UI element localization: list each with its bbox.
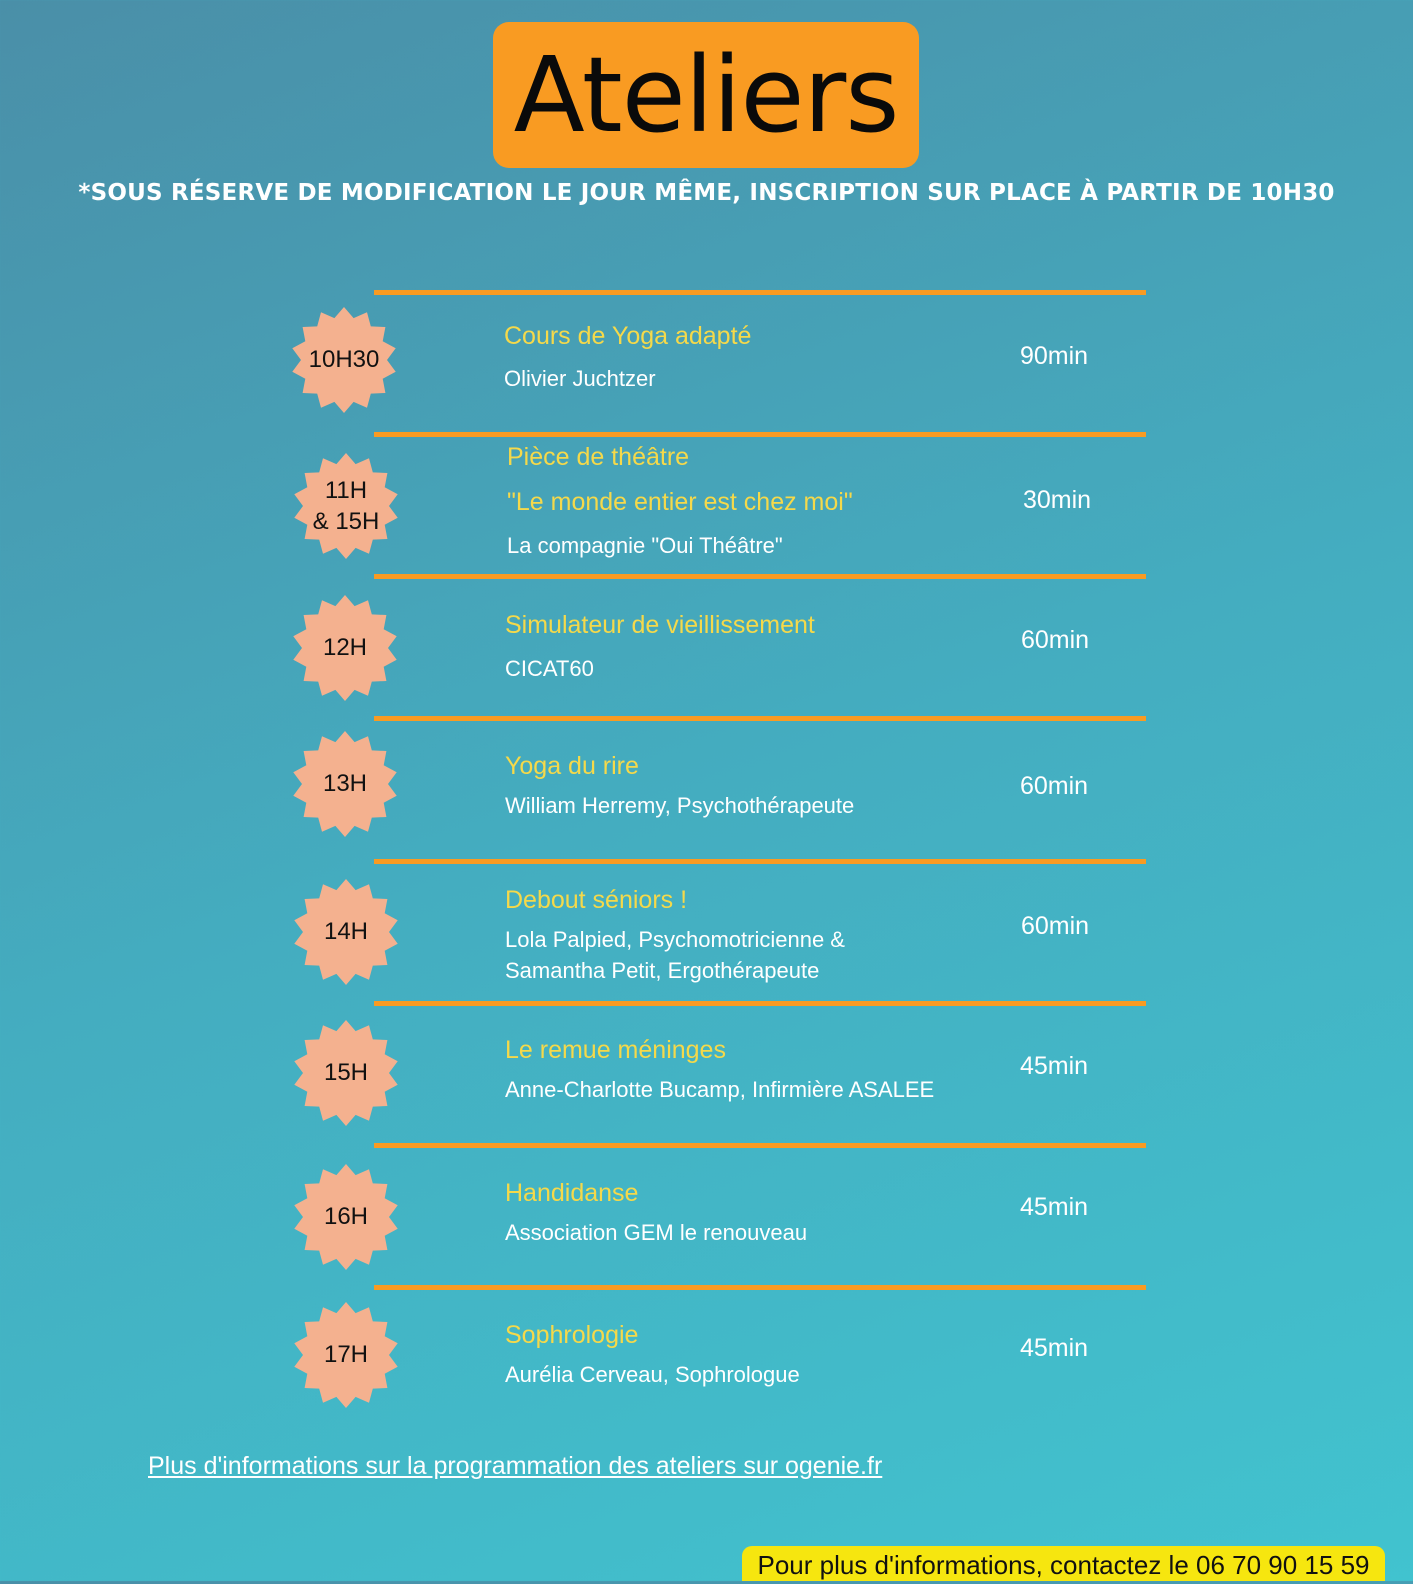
title-banner xyxy=(493,22,919,168)
time-label: 16H xyxy=(323,1203,369,1231)
divider xyxy=(374,1285,1146,1290)
workshop-subtitle: "Le monde entier est chez moi" xyxy=(507,488,853,516)
workshop-duration: 60min xyxy=(1020,772,1089,800)
time-badge xyxy=(292,452,400,560)
time-badge xyxy=(290,306,398,414)
divider xyxy=(374,1001,1146,1006)
workshop-duration: 60min xyxy=(1021,912,1090,940)
workshop-duration: 45min xyxy=(1020,1052,1089,1080)
workshop-detail: CICAT60 xyxy=(505,656,594,681)
programme-info-link[interactable]: Plus d'informations sur la programmation des ateliers sur ogenie.fr xyxy=(148,1452,883,1480)
workshop-title: Yoga du rire xyxy=(505,752,639,780)
workshop-title: Cours de Yoga adapté xyxy=(504,322,752,350)
time-badge xyxy=(292,1301,400,1409)
workshop-detail: Anne-Charlotte Bucamp, Infirmière ASALEE xyxy=(505,1077,935,1102)
workshop-duration: 90min xyxy=(1020,342,1089,370)
workshop-detail: La compagnie "Oui Théâtre" xyxy=(507,533,783,558)
workshop-duration: 45min xyxy=(1020,1334,1089,1362)
page-subtitle: *SOUS RÉSERVE DE MODIFICATION LE JOUR MÊME, INSCRIPTION SUR PLACE À PARTIR DE 10H30 xyxy=(78,180,1335,206)
time-label: 13H xyxy=(322,770,368,798)
page-title: Ateliers xyxy=(513,34,899,156)
workshop-title: Pièce de théâtre xyxy=(507,443,690,471)
workshop-title: Sophrologie xyxy=(505,1321,639,1349)
workshop-title: Le remue méninges xyxy=(505,1036,726,1064)
workshop-detail: Samantha Petit, Ergothérapeute xyxy=(505,958,820,983)
divider xyxy=(374,859,1146,864)
workshop-title: Handidanse xyxy=(505,1179,639,1207)
workshop-duration: 45min xyxy=(1020,1193,1089,1221)
time-label: 12H xyxy=(322,634,368,662)
time-label: 17H xyxy=(323,1341,369,1369)
time-badge xyxy=(291,730,399,838)
time-label: 10H30 xyxy=(308,346,380,374)
divider xyxy=(374,1143,1146,1148)
divider xyxy=(374,290,1146,295)
workshop-title: Simulateur de vieillissement xyxy=(505,611,815,639)
contact-banner: Pour plus d'informations, contactez le 06 70 90 15 59 xyxy=(742,1546,1385,1581)
time-badge xyxy=(292,1019,400,1127)
workshop-duration: 30min xyxy=(1023,486,1092,514)
workshop-detail: William Herremy, Psychothérapeute xyxy=(505,793,855,818)
divider xyxy=(374,432,1146,437)
time-badge xyxy=(292,1163,400,1271)
time-badge xyxy=(292,878,400,986)
time-label: 11H & 15H xyxy=(312,476,380,535)
workshop-title: Debout séniors ! xyxy=(505,886,688,914)
divider xyxy=(374,574,1146,579)
workshop-detail: Olivier Juchtzer xyxy=(504,366,656,391)
workshop-detail: Lola Palpied, Psychomotricienne & xyxy=(505,927,845,952)
divider xyxy=(374,716,1146,721)
workshop-detail: Aurélia Cerveau, Sophrologue xyxy=(505,1362,800,1387)
time-badge xyxy=(291,594,399,702)
time-label: 15H xyxy=(323,1059,369,1087)
workshop-duration: 60min xyxy=(1021,626,1090,654)
workshop-detail: Association GEM le renouveau xyxy=(505,1220,808,1245)
time-label: 14H xyxy=(323,918,369,946)
